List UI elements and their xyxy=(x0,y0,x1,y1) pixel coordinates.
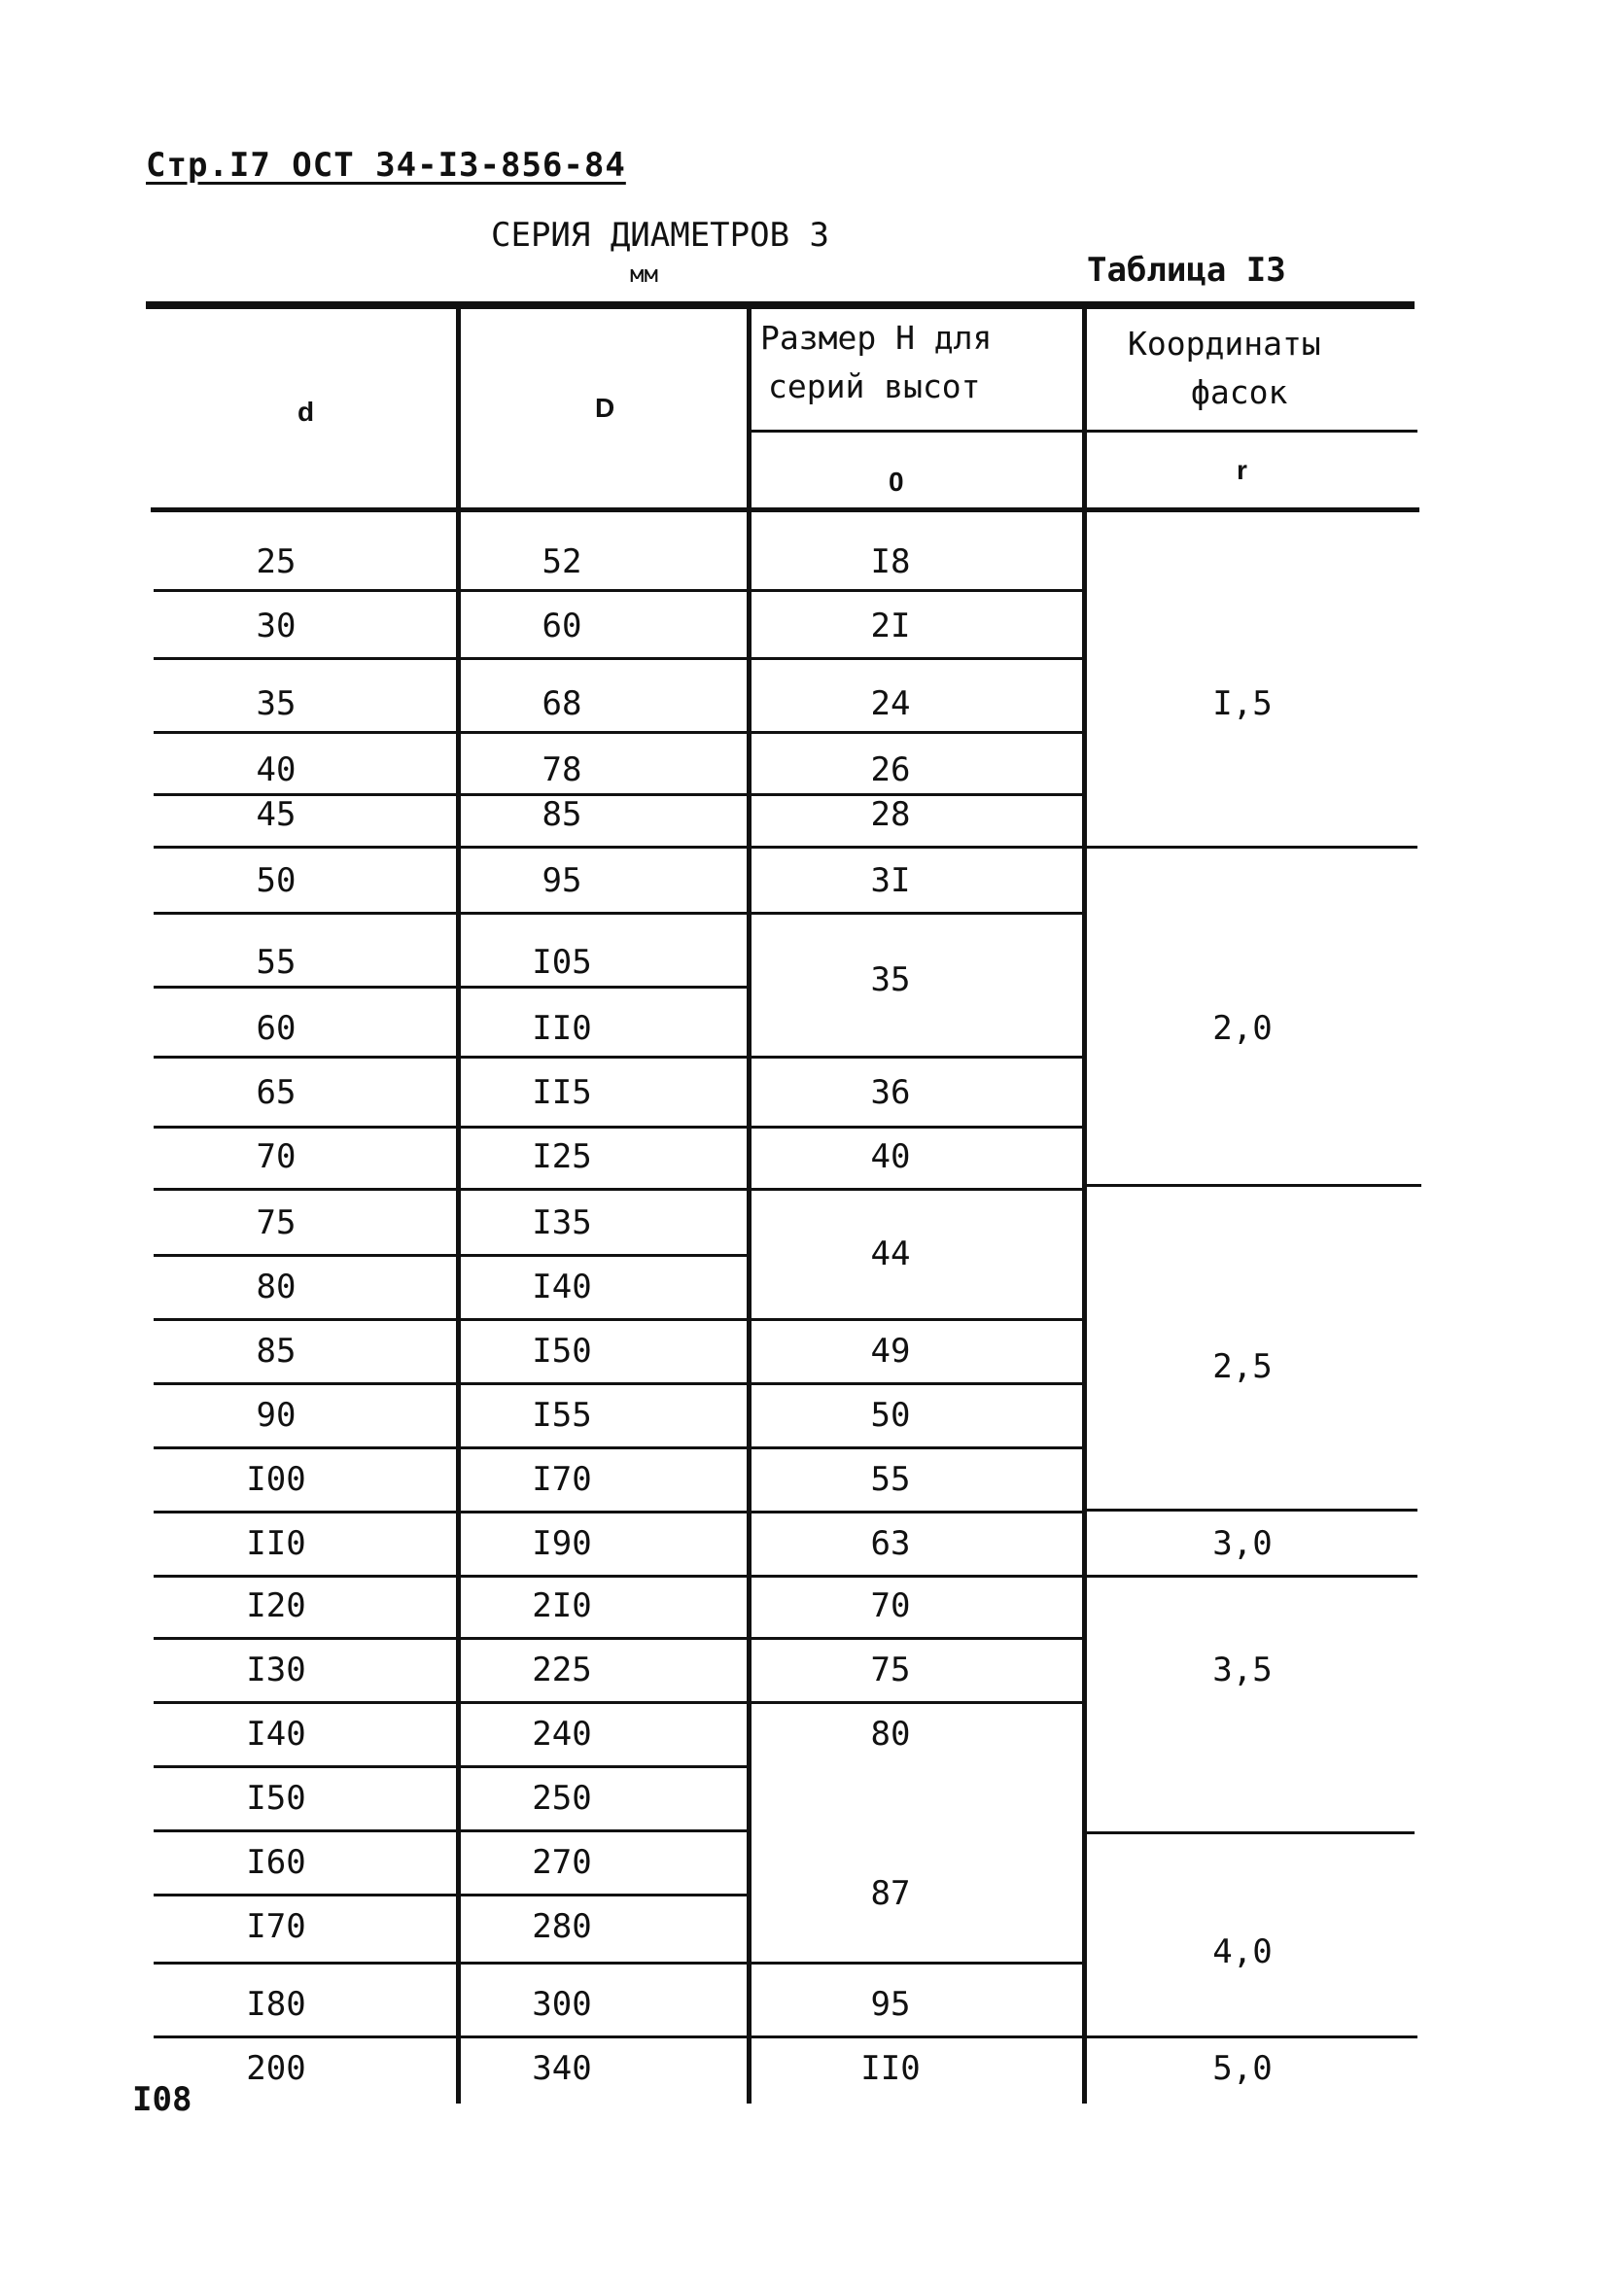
column-header-size-line2: серий высот xyxy=(768,367,981,405)
cell-D: 225 xyxy=(532,1651,592,1689)
cell-D: I55 xyxy=(532,1396,592,1435)
cell-d: 55 xyxy=(256,943,297,982)
row-rule xyxy=(154,1829,747,1832)
cell-d: I30 xyxy=(246,1651,306,1689)
row-rule xyxy=(154,1637,1082,1640)
row-rule xyxy=(1082,1575,1417,1578)
cell-H: 50 xyxy=(870,1396,911,1435)
row-rule xyxy=(154,589,1082,592)
row-rule xyxy=(154,1446,1082,1449)
cell-D: 280 xyxy=(532,1907,592,1946)
cell-H: 2I xyxy=(870,607,911,645)
cell-D: I50 xyxy=(532,1332,592,1371)
row-rule xyxy=(154,1765,747,1768)
cell-d: I80 xyxy=(246,1985,306,2024)
cell-d: I40 xyxy=(246,1715,306,1754)
cell-H: 49 xyxy=(870,1332,911,1371)
cell-d: I20 xyxy=(246,1586,306,1625)
row-rule xyxy=(1082,1831,1415,1834)
cell-d: 50 xyxy=(256,861,297,900)
cell-d: I70 xyxy=(246,1907,306,1946)
cell-D: 95 xyxy=(542,861,582,900)
cell-H: 87 xyxy=(870,1874,911,1913)
cell-d: 45 xyxy=(256,795,297,834)
row-rule xyxy=(154,846,1082,849)
column-header-coords-line1: Координаты xyxy=(1128,325,1321,363)
cell-D: 68 xyxy=(542,684,582,723)
cell-D: I90 xyxy=(532,1524,592,1563)
cell-d: 90 xyxy=(256,1396,297,1435)
cell-D: I35 xyxy=(532,1203,592,1242)
cell-D: 340 xyxy=(532,2049,592,2088)
cell-d: I50 xyxy=(246,1779,306,1818)
cell-H: II0 xyxy=(860,2049,921,2088)
row-rule xyxy=(1082,846,1417,849)
row-rule xyxy=(154,1962,1082,1965)
cell-d: 65 xyxy=(256,1073,297,1112)
page-number: I08 xyxy=(132,2080,192,2119)
cell-d: 200 xyxy=(246,2049,306,2088)
cell-r: 3,0 xyxy=(1212,1524,1273,1563)
row-rule xyxy=(154,1382,1082,1385)
table-number: Таблица I3 xyxy=(1087,251,1286,290)
row-rule xyxy=(1082,1509,1417,1512)
column-header-size-line1: Размер Н для xyxy=(760,319,993,357)
cell-H: 28 xyxy=(870,795,911,834)
cell-H: 36 xyxy=(870,1073,911,1112)
cell-d: 25 xyxy=(256,542,297,581)
cell-d: 40 xyxy=(256,750,297,789)
row-rule xyxy=(1082,2035,1417,2038)
header-sub-rule-h xyxy=(747,430,1082,433)
cell-H: 75 xyxy=(870,1651,911,1689)
column-header-D: D xyxy=(595,393,615,423)
cell-D: 78 xyxy=(542,750,582,789)
cell-d: 80 xyxy=(256,1268,297,1306)
cell-H: 35 xyxy=(870,960,911,999)
row-rule xyxy=(154,731,1082,734)
table-top-rule xyxy=(146,301,1415,309)
document-reference: Стр.I7 ОСТ 34-I3-856-84 xyxy=(146,146,626,185)
cell-H: 55 xyxy=(870,1460,911,1499)
cell-H: 26 xyxy=(870,750,911,789)
cell-H: 70 xyxy=(870,1586,911,1625)
row-rule xyxy=(154,986,747,989)
column-header-d: d xyxy=(297,397,315,427)
cell-d: 35 xyxy=(256,684,297,723)
cell-d: 60 xyxy=(256,1009,297,1048)
units-label: мм xyxy=(630,261,658,288)
cell-D: 2I0 xyxy=(532,1586,592,1625)
cell-d: 85 xyxy=(256,1332,297,1371)
cell-r: 2,5 xyxy=(1212,1347,1273,1386)
cell-d: 30 xyxy=(256,607,297,645)
row-rule xyxy=(154,1126,1082,1129)
cell-D: 240 xyxy=(532,1715,592,1754)
cell-r: 2,0 xyxy=(1212,1009,1273,1048)
cell-H: 63 xyxy=(870,1524,911,1563)
row-rule xyxy=(154,1188,1082,1191)
cell-H: I8 xyxy=(870,542,911,581)
cell-D: 270 xyxy=(532,1843,592,1882)
row-rule xyxy=(154,1318,1082,1321)
cell-H: 95 xyxy=(870,1985,911,2024)
cell-r: I,5 xyxy=(1212,684,1273,723)
cell-H: 80 xyxy=(870,1715,911,1754)
cell-D: I70 xyxy=(532,1460,592,1499)
row-rule xyxy=(154,657,1082,660)
cell-r: 5,0 xyxy=(1212,2049,1273,2088)
cell-d: 70 xyxy=(256,1137,297,1176)
row-rule xyxy=(1082,1184,1421,1187)
cell-D: 300 xyxy=(532,1985,592,2024)
cell-d: I60 xyxy=(246,1843,306,1882)
row-rule xyxy=(154,1701,1082,1704)
cell-D: II0 xyxy=(532,1009,592,1048)
cell-d: I00 xyxy=(246,1460,306,1499)
column-header-series-0: 0 xyxy=(889,467,904,497)
column-header-coords-line2: фасок xyxy=(1191,373,1288,411)
cell-d: 75 xyxy=(256,1203,297,1242)
column-divider-d-D xyxy=(456,305,461,2104)
cell-D: 85 xyxy=(542,795,582,834)
cell-H: 24 xyxy=(870,684,911,723)
row-rule xyxy=(154,912,1082,915)
header-bottom-rule xyxy=(151,507,1419,512)
cell-D: II5 xyxy=(532,1073,592,1112)
cell-D: I05 xyxy=(532,943,592,982)
row-rule xyxy=(154,1056,1082,1059)
cell-D: I40 xyxy=(532,1268,592,1306)
row-rule xyxy=(154,1575,1082,1578)
row-rule xyxy=(154,1254,747,1257)
cell-D: 60 xyxy=(542,607,582,645)
column-divider-D-H xyxy=(747,305,752,2104)
cell-D: 250 xyxy=(532,1779,592,1818)
cell-H: 40 xyxy=(870,1137,911,1176)
cell-d: II0 xyxy=(246,1524,306,1563)
header-sub-rule-r xyxy=(1082,430,1417,433)
column-header-r: r xyxy=(1237,455,1247,485)
row-rule xyxy=(154,1511,1082,1513)
cell-r: 4,0 xyxy=(1212,1932,1273,1971)
cell-D: I25 xyxy=(532,1137,592,1176)
cell-H: 44 xyxy=(870,1235,911,1273)
cell-H: 3I xyxy=(870,861,911,900)
cell-D: 52 xyxy=(542,542,582,581)
row-rule xyxy=(154,2035,1082,2038)
row-rule xyxy=(154,1894,747,1896)
table-title: СЕРИЯ ДИАМЕТРОВ 3 xyxy=(491,216,829,255)
cell-r: 3,5 xyxy=(1212,1651,1273,1689)
